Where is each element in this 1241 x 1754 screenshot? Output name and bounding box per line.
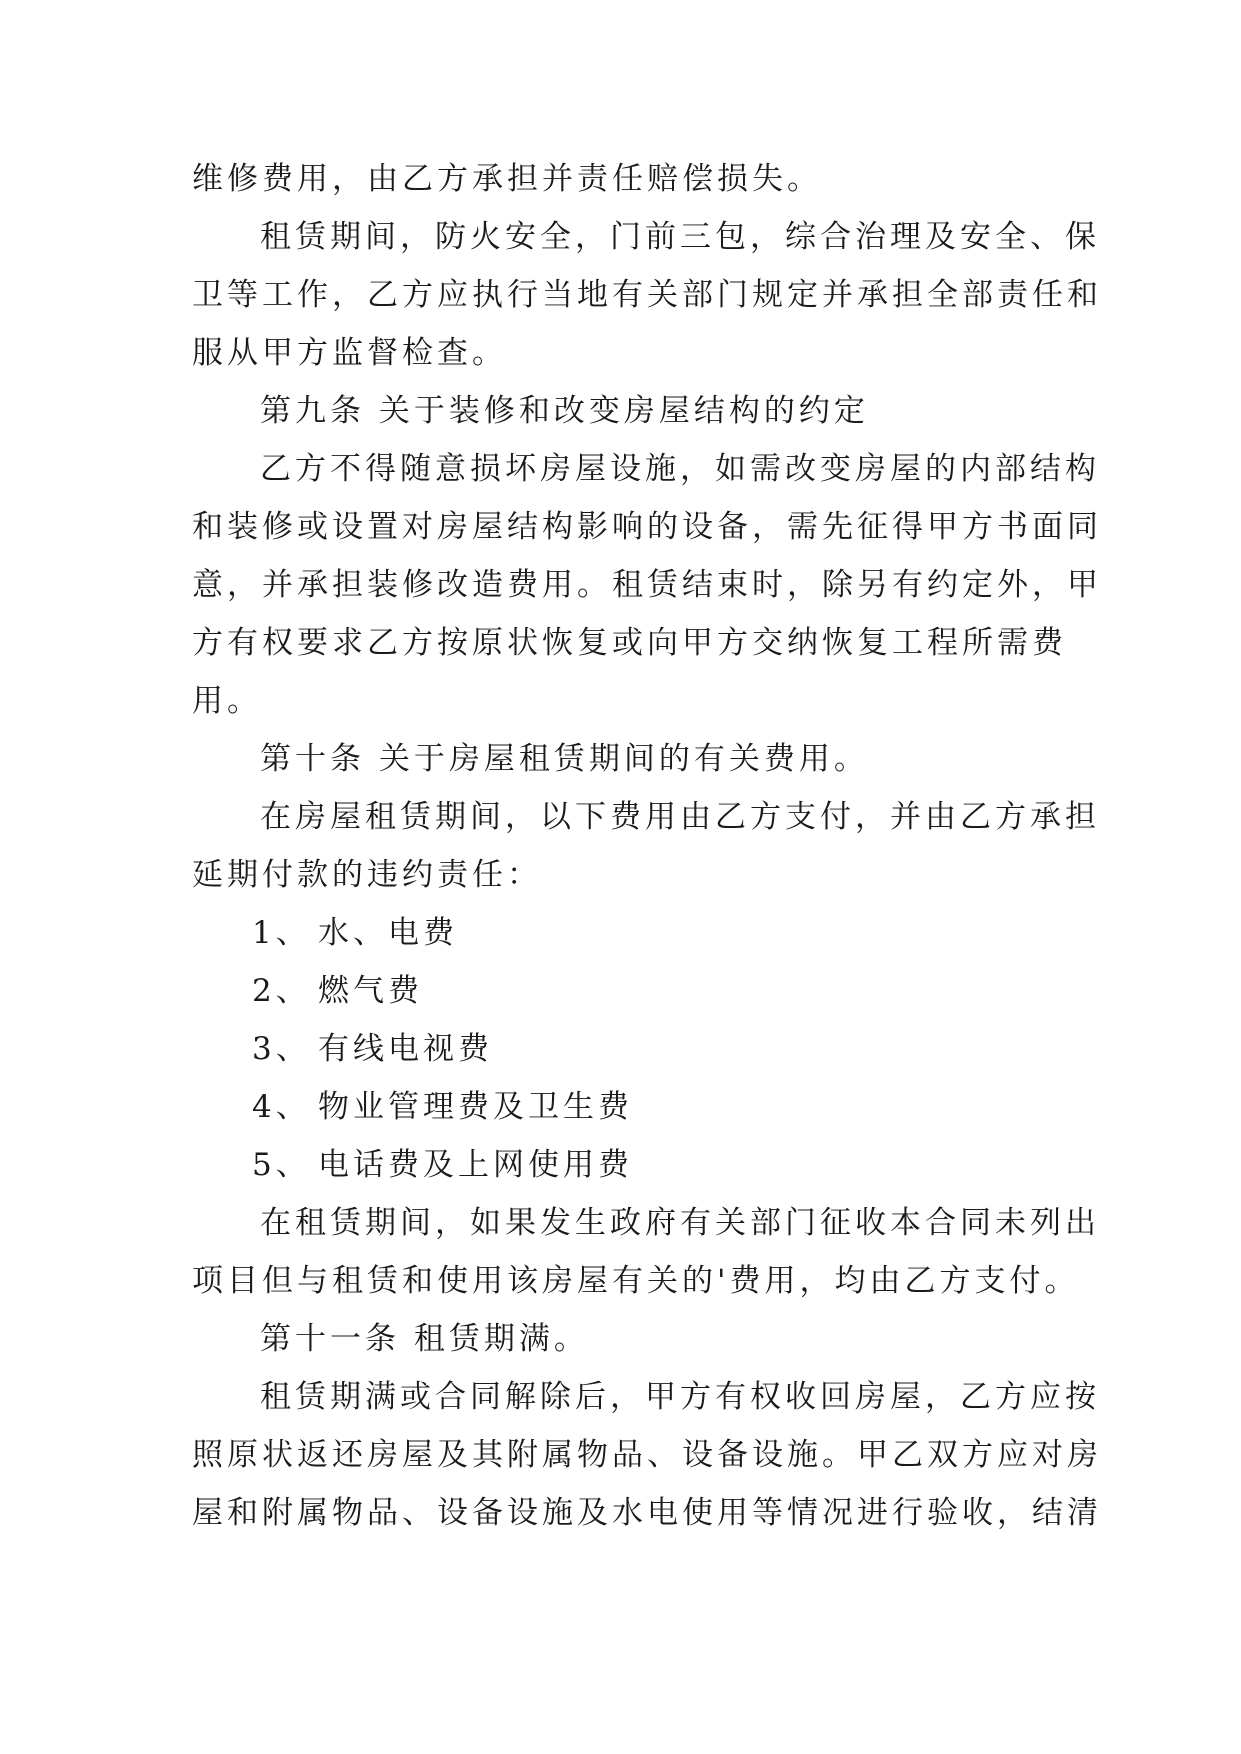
paragraph-line: 卫等工作，乙方应执行当地有关部门规定并承担全部责任和: [192, 277, 1102, 313]
fee-item-number: 1、: [252, 915, 311, 951]
fee-list-item: [192, 1020, 1052, 1078]
paragraph-line: 租赁期间，防火安全，门前三包，综合治理及安全、保: [260, 219, 1100, 255]
paragraph-line: 延期付款的违约责任：: [192, 857, 542, 893]
paragraph-line: 屋和附属物品、设备设施及水电使用等情况进行验收，结清: [192, 1495, 1102, 1531]
paragraph-line: 意，并承担装修改造费用。租赁结束时，除另有约定外，甲: [192, 567, 1102, 603]
section-heading-article-11: 第十一条 租赁期满。: [260, 1321, 589, 1357]
fee-item-text: 有线电视费: [318, 1031, 493, 1067]
fee-list-item: [192, 904, 1052, 962]
section-heading-article-10: 第十条 关于房屋租赁期间的有关费用。: [260, 741, 869, 777]
paragraph-line: 照原状返还房屋及其附属物品、设备设施。甲乙双方应对房: [192, 1437, 1102, 1473]
fee-list-item: [192, 962, 1052, 1020]
fee-item-number: 2、: [252, 973, 311, 1009]
fee-item-text: 物业管理费及卫生费: [318, 1089, 633, 1125]
paragraph-line: 服从甲方监督检查。: [192, 335, 507, 371]
paragraph-line: 和装修或设置对房屋结构影响的设备，需先征得甲方书面同: [192, 509, 1102, 545]
fee-list-item: [192, 1136, 1052, 1194]
fee-item-number: 5、: [252, 1147, 311, 1183]
paragraph-line: 乙方不得随意损坏房屋设施，如需改变房屋的内部结构: [260, 451, 1100, 487]
fee-list-item: [192, 1078, 1052, 1136]
fee-item-number: 4、: [252, 1089, 311, 1125]
paragraph-line: 租赁期满或合同解除后，甲方有权收回房屋，乙方应按: [260, 1379, 1100, 1415]
paragraph-line: 用。: [192, 683, 262, 719]
paragraph-line: 维修费用，由乙方承担并责任赔偿损失。: [192, 161, 822, 197]
section-heading-article-9: 第九条 关于装修和改变房屋结构的约定: [260, 393, 869, 429]
document-body: [192, 150, 1102, 1542]
paragraph-line: 在房屋租赁期间，以下费用由乙方支付，并由乙方承担: [260, 799, 1100, 835]
paragraph-line: 项目但与租赁和使用该房屋有关的'费用，均由乙方支付。: [192, 1263, 1080, 1299]
paragraph-line: 在租赁期间，如果发生政府有关部门征收本合同未列出: [260, 1205, 1100, 1241]
fee-item-text: 燃气费: [318, 973, 423, 1009]
fee-item-text: 电话费及上网使用费: [318, 1147, 633, 1183]
fee-item-text: 水、电费: [318, 915, 458, 951]
fee-item-number: 3、: [252, 1031, 311, 1067]
paragraph-line: 方有权要求乙方按原状恢复或向甲方交纳恢复工程所需费: [192, 625, 1067, 661]
